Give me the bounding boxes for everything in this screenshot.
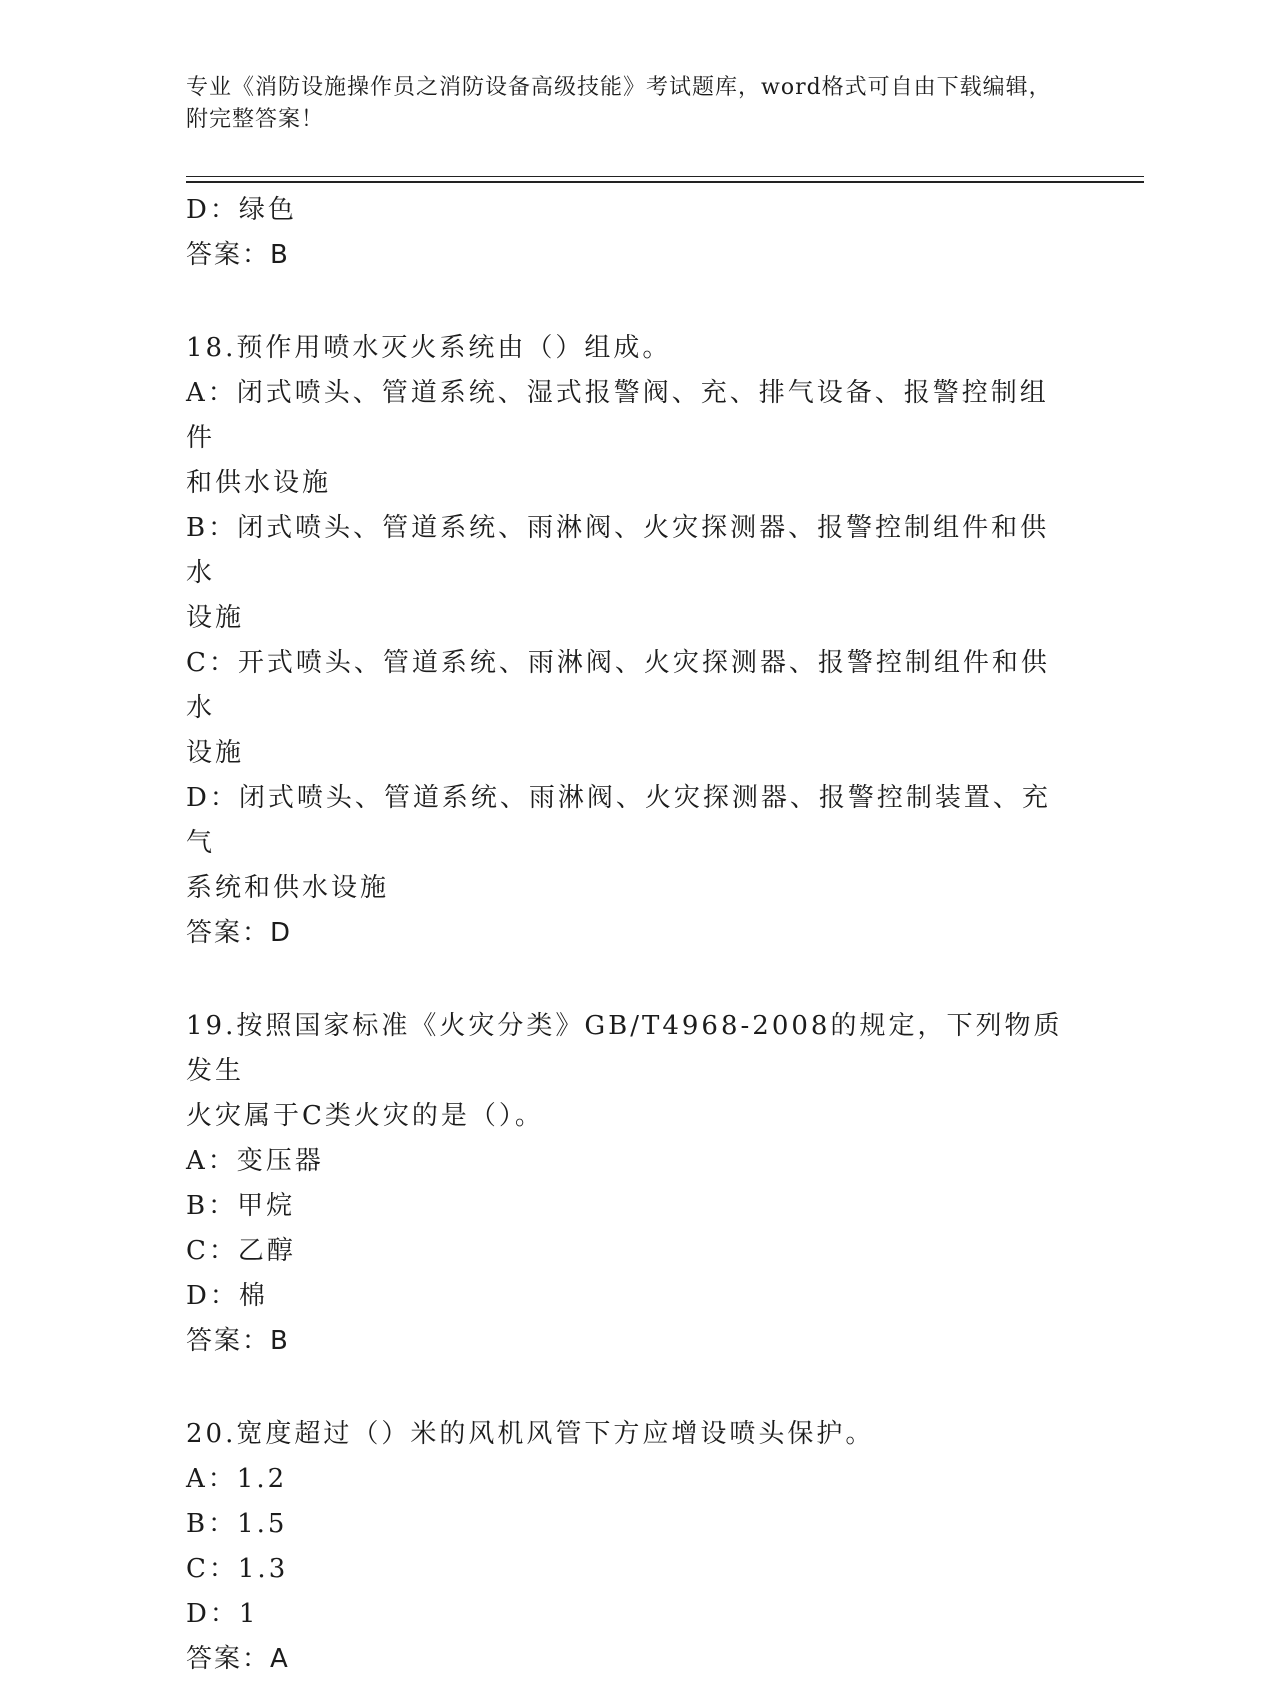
answer: 答案：B xyxy=(186,240,290,270)
option-d: D：闭式喷头、管道系统、雨淋阀、火灾探测器、报警控制装置、充气 xyxy=(186,783,1051,858)
option-a: A：1.2 xyxy=(186,1464,288,1494)
question-18 xyxy=(186,326,1066,956)
question-stem: 19.按照国家标准《火灾分类》GB/T4968-2008的规定，下列物质发生 xyxy=(186,1011,1063,1086)
answer: 答案：B xyxy=(186,1326,290,1356)
question-content xyxy=(186,188,1066,1682)
spacer xyxy=(186,1364,1066,1412)
answer: 答案：A xyxy=(186,1644,290,1674)
option-b: B：闭式喷头、管道系统、雨淋阀、火灾探测器、报警控制组件和供水 xyxy=(186,513,1050,588)
previous-question-tail xyxy=(186,188,1066,278)
question-19 xyxy=(186,1004,1066,1364)
option-b-continued: 设施 xyxy=(186,603,245,633)
spacer xyxy=(186,278,1066,326)
option-c-continued: 设施 xyxy=(186,738,245,768)
answer: 答案：D xyxy=(186,918,293,948)
header-divider-thin xyxy=(186,176,1144,177)
option-d: D：棉 xyxy=(186,1281,268,1311)
option-c: C：开式喷头、管道系统、雨淋阀、火灾探测器、报警控制组件和供水 xyxy=(186,648,1050,723)
option-a: A：变压器 xyxy=(186,1146,324,1176)
option-d: D：绿色 xyxy=(186,195,297,225)
header-divider-thick xyxy=(186,181,1144,183)
option-a-continued: 和供水设施 xyxy=(186,468,332,498)
question-stem: 18.预作用喷水灭火系统由（）组成。 xyxy=(186,333,672,363)
question-stem-continued: 火灾属于C类火灾的是（）。 xyxy=(186,1101,544,1131)
option-b: B：1.5 xyxy=(186,1509,288,1539)
question-stem: 20.宽度超过（）米的风机风管下方应增设喷头保护。 xyxy=(186,1419,875,1449)
question-20 xyxy=(186,1412,1066,1682)
option-c: C：乙醇 xyxy=(186,1236,296,1266)
option-d: D：1 xyxy=(186,1599,259,1629)
option-d-continued: 系统和供水设施 xyxy=(186,873,390,903)
page-header: 专业《消防设施操作员之消防设备高级技能》考试题库，word格式可自由下载编辑，附完整答案！ xyxy=(186,75,1052,132)
option-b: B：甲烷 xyxy=(186,1191,296,1221)
spacer xyxy=(186,956,1066,1004)
option-a: A：闭式喷头、管道系统、湿式报警阀、充、排气设备、报警控制组件 xyxy=(186,378,1049,453)
option-c: C：1.3 xyxy=(186,1554,289,1584)
